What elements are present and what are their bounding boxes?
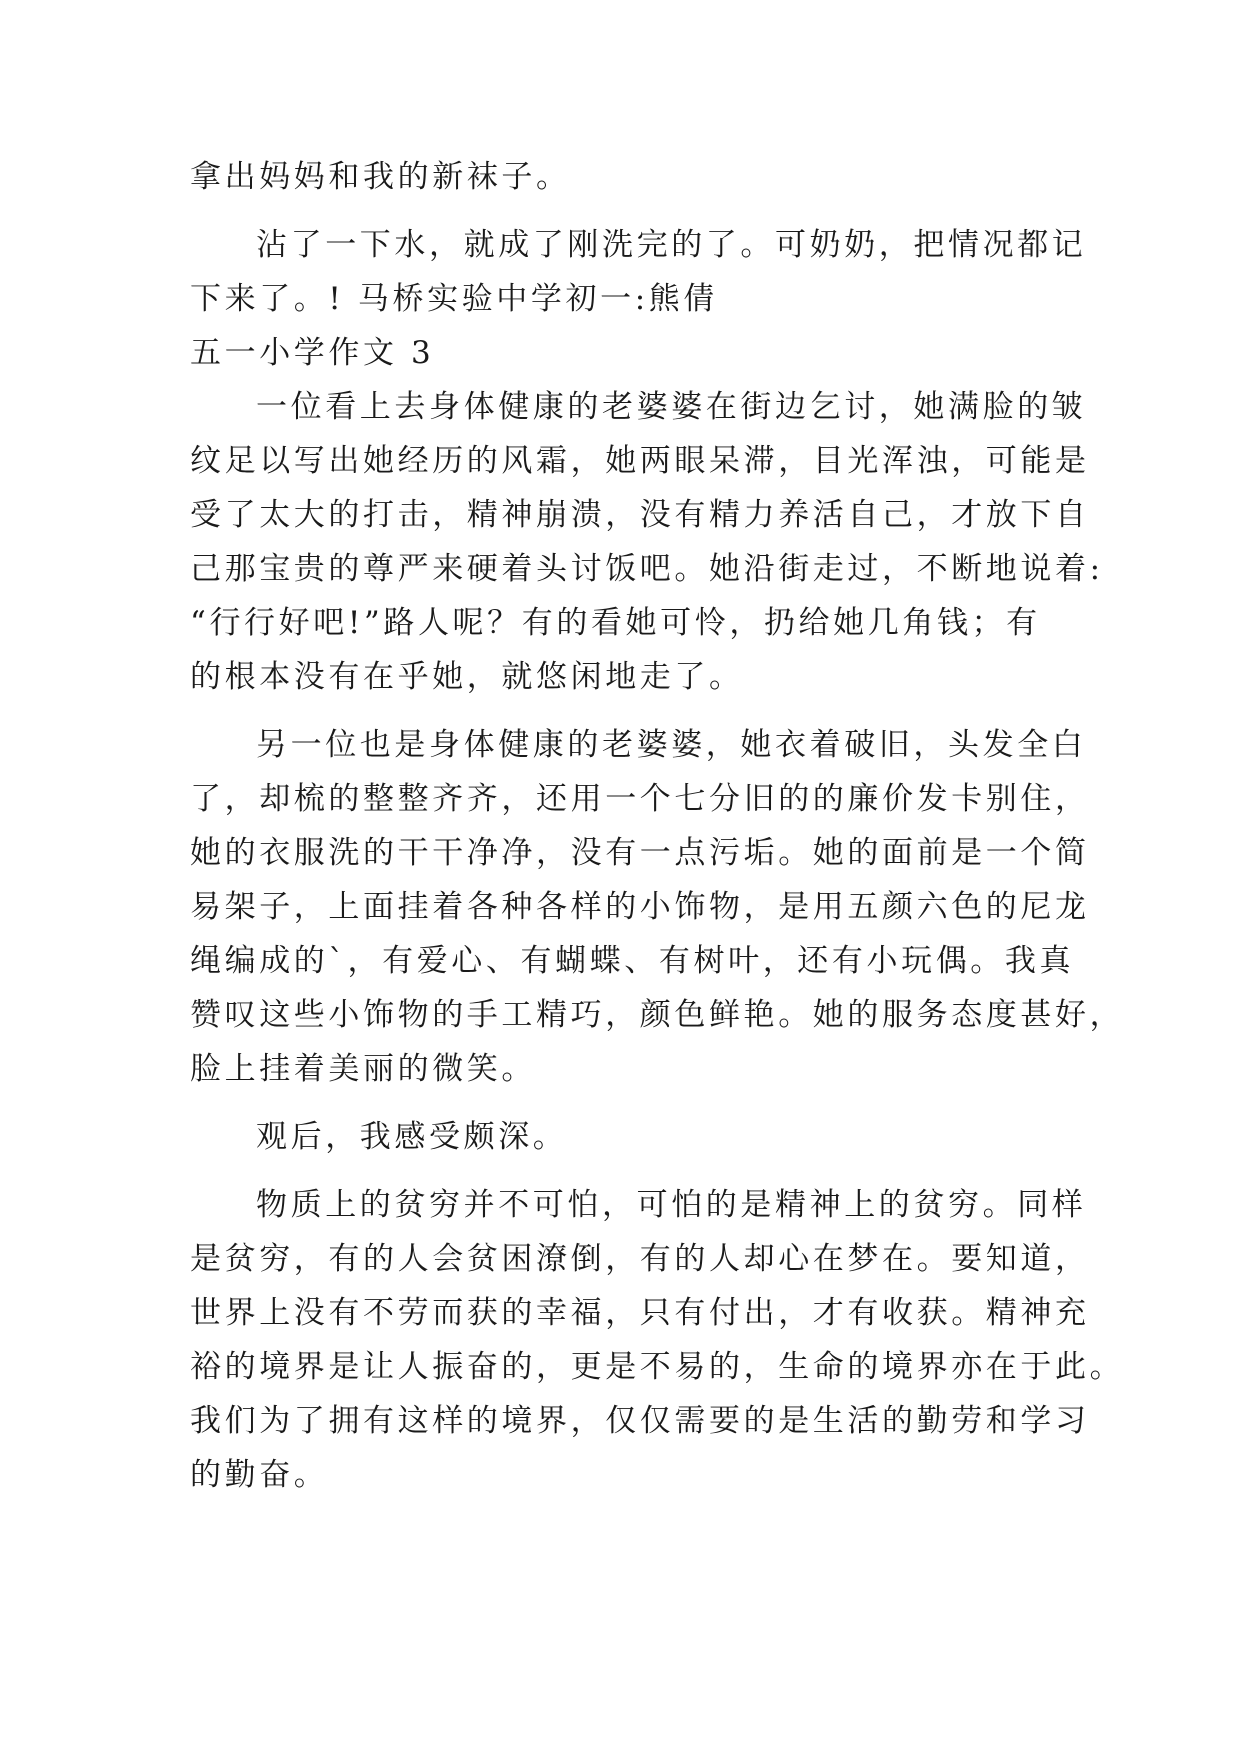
paragraph-line: 拿出妈妈和我的新袜子。 — [190, 159, 571, 195]
paragraph-line: 赞叹这些小饰物的手工精巧，颜色鲜艳。她的服务态度甚好， — [190, 997, 1125, 1033]
section-heading: 五一小学作文 3 — [190, 335, 435, 371]
paragraph-line: 一位看上去身体健康的老婆婆在街边乞讨，她满脸的皱 — [256, 389, 1087, 425]
paragraph-line: 绳编成的`，有爱心、有蝴蝶、有树叶，还有小玩偶。我真 — [190, 943, 1075, 979]
document-page — [190, 150, 1125, 1502]
paragraph-line: 物质上的贫穷并不可怕，可怕的是精神上的贫穷。同样 — [256, 1187, 1087, 1223]
paragraph-line: 了，却梳的整整齐齐，还用一个七分旧的的廉价发卡别住， — [190, 781, 1090, 817]
paragraph-line: 世界上没有不劳而获的幸福，只有付出，才有收获。精神充 — [190, 1295, 1090, 1331]
paragraph-line: 己那宝贵的尊严来硬着头讨饭吧。她沿街走过，不断地说着: — [190, 551, 1104, 587]
paragraph-line: 纹足以写出她经历的风霜，她两眼呆滞，目光浑浊，可能是 — [190, 443, 1090, 479]
paragraph-line: 易架子，上面挂着各种各样的小饰物，是用五颜六色的尼龙 — [190, 889, 1090, 925]
paragraph-line: 裕的境界是让人振奋的，更是不易的，生命的境界亦在于此。 — [190, 1349, 1125, 1385]
paragraph-line: 另一位也是身体健康的老婆婆，她衣着破旧，头发全白 — [256, 727, 1087, 763]
paragraph-line: 是贫穷，有的人会贫困潦倒，有的人却心在梦在。要知道， — [190, 1241, 1090, 1277]
paragraph-line: 观后，我感受颇深。 — [256, 1119, 568, 1155]
paragraph-line: 我们为了拥有这样的境界，仅仅需要的是生活的勤劳和学习 — [190, 1403, 1090, 1439]
paragraph-line: 她的衣服洗的干干净净，没有一点污垢。她的面前是一个简 — [190, 835, 1090, 871]
paragraph-line: 下来了。! 马桥实验中学初一:熊倩 — [190, 281, 718, 317]
paragraph-line: “行行好吧!”路人呢？有的看她可怜，扔给她几角钱；有 — [190, 605, 1041, 641]
paragraph-line: 脸上挂着美丽的微笑。 — [190, 1051, 536, 1087]
paragraph-line: 受了太大的打击，精神崩溃，没有精力养活自己，才放下自 — [190, 497, 1090, 533]
paragraph-line: 的勤奋。 — [190, 1457, 329, 1493]
paragraph-line: 的根本没有在乎她，就悠闲地走了。 — [190, 659, 744, 695]
paragraph-line: 沾了一下水，就成了刚洗完的了。可奶奶，把情况都记 — [256, 227, 1087, 263]
